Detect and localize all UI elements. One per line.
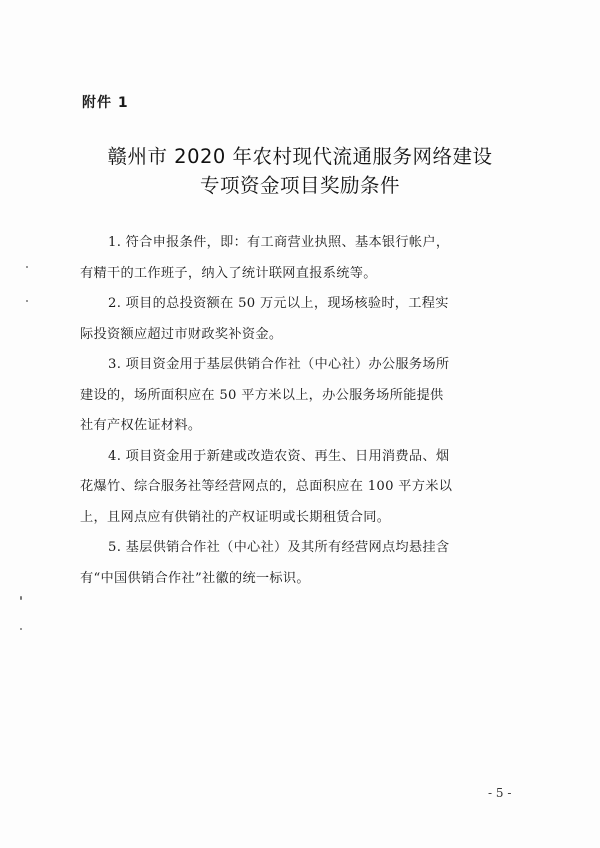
condition-item-1 (80, 228, 530, 289)
document-title-line-2: 专项资金项目奖励条件 (199, 174, 400, 197)
scan-speck (26, 266, 28, 268)
item-line: 际投资额应超过市财政奖补资金。 (80, 326, 283, 342)
scan-speck (20, 596, 22, 600)
item-line: 2. 项目的总投资额在 50 万元以上，现场核验时，工程实 (108, 296, 449, 311)
item-line: 社有产权佐证材料。 (80, 418, 202, 433)
item-line: 4. 项目资金用于新建或改造农资、再生、日用消费品、烟 (108, 448, 450, 464)
item-line: 3. 项目资金用于基层供销合作社（中心社）办公服务场所 (108, 357, 450, 372)
page-number: - 5 - (488, 786, 512, 800)
item-line: 有精干的工作班子，纳入了统计联网直报系统等。 (80, 265, 377, 281)
document-body (80, 228, 530, 594)
item-line: 1. 符合申报条件，即：有工商营业执照、基本银行帐户， (108, 235, 450, 250)
item-line: 有“中国供销合作社”社徽的统一标识。 (80, 570, 310, 586)
item-line: 花爆竹、综合服务社等经营网点的，总面积应在 100 平方米以 (80, 479, 453, 494)
item-line: 5. 基层供销合作社（中心社）及其所有经营网点均悬挂含 (108, 540, 450, 555)
document-title-line-1: 赣州市 2020 年农村现代流通服务网络建设 (107, 145, 493, 168)
item-line: 上，且网点应有供销社的产权证明或长期租赁合同。 (80, 509, 391, 525)
condition-item-5 (80, 533, 530, 594)
condition-item-4 (80, 442, 530, 534)
item-line: 建设的，场所面积应在 50 平方米以上，办公服务场所能提供 (80, 387, 444, 403)
condition-item-2 (80, 289, 530, 350)
condition-item-3 (80, 350, 530, 442)
scan-speck (26, 300, 28, 302)
scan-speck (20, 628, 22, 630)
attachment-label: 附件 1 (82, 95, 129, 111)
